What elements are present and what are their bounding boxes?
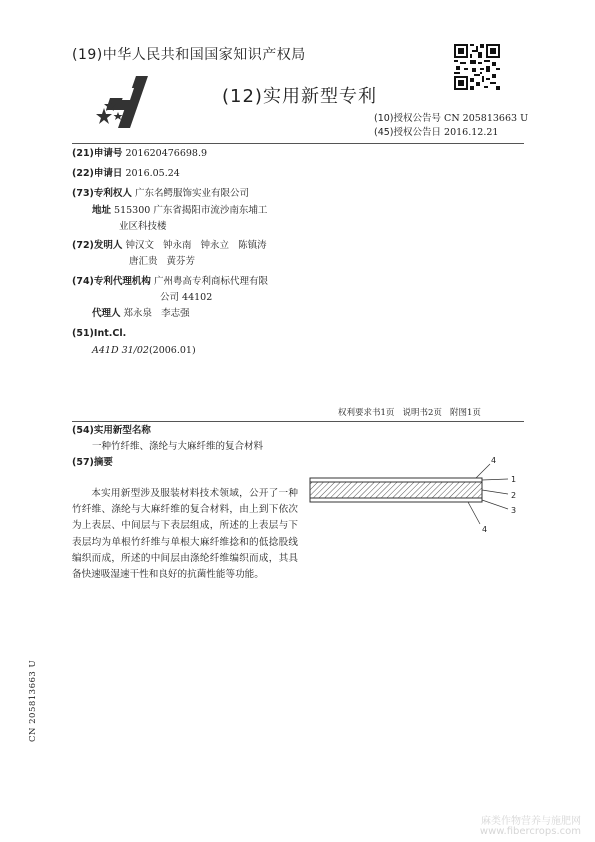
cnipa-emblem-icon bbox=[96, 70, 158, 132]
leader-line-3 bbox=[482, 500, 508, 509]
agent-label: 代理人 bbox=[92, 308, 121, 319]
agency-line-1: 广州粤高专利商标代理有限 bbox=[153, 276, 268, 287]
leader-line-bottom-4 bbox=[468, 502, 480, 524]
watermark-site-name: 麻类作物营养与施肥网 bbox=[481, 816, 581, 827]
intcl-label bbox=[72, 327, 126, 341]
publication-number-label: (10)授权公告号 bbox=[374, 113, 442, 124]
document-type-title: (12)实用新型专利 bbox=[222, 86, 377, 107]
abstract-label bbox=[72, 456, 113, 470]
address-line-1: 515300 广东省揭阳市流沙南东埔工 bbox=[114, 205, 268, 216]
publication-date-label: (45)授权公告日 bbox=[374, 127, 442, 138]
watermark-url: www.fibercrops.com bbox=[479, 826, 581, 837]
inventors-row bbox=[72, 239, 267, 253]
agency-label: (74)专利代理机构 bbox=[72, 276, 151, 287]
intcl-year: (2006.01) bbox=[148, 345, 196, 356]
middle-layer bbox=[310, 482, 482, 498]
figure-label-3: 3 bbox=[511, 506, 517, 515]
publication-number: CN 205813663 U bbox=[444, 113, 529, 124]
application-number: 201620476698.9 bbox=[125, 148, 208, 159]
intcl-row bbox=[92, 344, 196, 358]
address-label: 地址 bbox=[92, 205, 112, 216]
abstract-text: 本实用新型涉及服装材料技术领域，公开了一种竹纤维、涤纶与大麻纤维的复合材料，由上到下依次为上表层、中间层与下表层组成，所述的上表层与下表层均为单根竹纤维与单根大麻纤维捻和的低捻股线编织而成，所述的中间层由涤纶纤维编织而成，其具备快速吸湿速干性和良好的抗菌性能等功能。 bbox=[72, 488, 298, 581]
publication-date-row bbox=[374, 127, 498, 139]
intcl-code: A41D 31/02 bbox=[92, 345, 149, 356]
inventors-label: (72)发明人 bbox=[72, 240, 123, 251]
qr-code-icon bbox=[454, 44, 500, 90]
leader-line-top-4 bbox=[476, 464, 490, 478]
header-divider bbox=[72, 143, 524, 144]
agent-row bbox=[92, 307, 190, 321]
figure-label-4-top: 4 bbox=[491, 456, 497, 465]
agency-row bbox=[72, 275, 268, 289]
publication-number-row bbox=[374, 113, 528, 125]
page-count-info: 权利要求书1页 说明书2页 附图1页 bbox=[338, 408, 481, 418]
top-surface-layer bbox=[310, 478, 482, 482]
abstract-label-text: (57)摘要 bbox=[72, 457, 113, 468]
patentee-label: (73)专利权人 bbox=[72, 188, 132, 199]
inventors-line-2: 唐汇贵 黄芬芳 bbox=[129, 256, 196, 267]
agent-names: 郑永泉 李志强 bbox=[123, 308, 190, 319]
application-date-label: (22)申请日 bbox=[72, 168, 123, 179]
application-number-label: (21)申请号 bbox=[72, 148, 123, 159]
figure-label-4-bottom: 4 bbox=[482, 525, 488, 534]
figure-label-2: 2 bbox=[511, 491, 517, 500]
leader-line-1 bbox=[482, 479, 508, 480]
authority-heading: (19)中华人民共和国国家知识产权局 bbox=[72, 47, 306, 63]
publication-date: 2016.12.21 bbox=[444, 127, 499, 138]
agency-line-2: 公司 44102 bbox=[160, 292, 213, 303]
title-label bbox=[72, 424, 151, 438]
side-publication-number: CN 205813663 U bbox=[28, 659, 38, 742]
patentee-name: 广东名鳄服饰实业有限公司 bbox=[134, 188, 249, 199]
layer-structure-figure bbox=[308, 452, 528, 536]
utility-model-title: 一种竹纤维、涤纶与大麻纤维的复合材料 bbox=[92, 441, 264, 452]
title-label-text: (54)实用新型名称 bbox=[72, 425, 151, 436]
application-date: 2016.05.24 bbox=[125, 168, 180, 179]
address-row bbox=[92, 204, 267, 218]
bottom-surface-layer bbox=[310, 498, 482, 502]
figure-label-1: 1 bbox=[511, 475, 517, 484]
patentee-row bbox=[72, 187, 249, 201]
intcl-label-text: (51)Int.Cl. bbox=[72, 328, 127, 339]
application-number-row bbox=[72, 147, 207, 161]
address-line-2: 业区科技楼 bbox=[119, 221, 167, 232]
leader-line-2 bbox=[482, 490, 508, 494]
application-date-row bbox=[72, 167, 180, 181]
inventors-line-1: 钟汉文 钟永南 钟永立 陈镇涛 bbox=[125, 240, 267, 251]
section-divider bbox=[72, 421, 524, 422]
